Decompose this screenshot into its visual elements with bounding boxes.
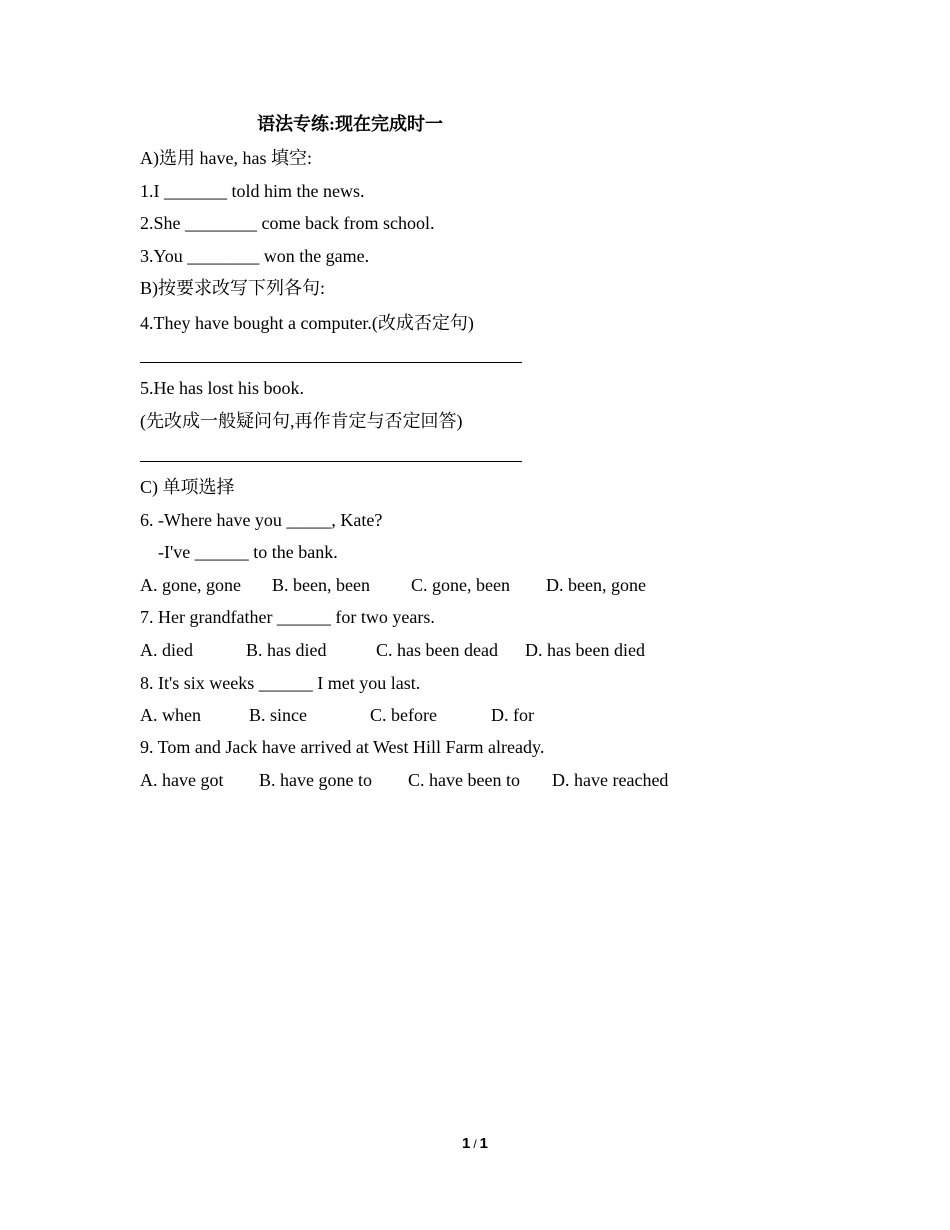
question-4: 4.They have bought a computer.(改成否定句) (140, 313, 474, 333)
question-2: 2.She ________ come back from school. (140, 213, 435, 233)
q9-option-a: A. have got (140, 770, 224, 790)
question-7: 7. Her grandfather ______ for two years. (140, 607, 435, 627)
q9-option-d: D. have reached (552, 770, 669, 790)
q9-option-c: C. have been to (408, 770, 520, 790)
q7-option-a: A. died (140, 640, 193, 660)
q7-option-b: B. has died (246, 640, 327, 660)
page-total: 1 (479, 1135, 489, 1152)
question-5-instruction: (先改成一般疑问句,再作肯定与否定回答) (140, 411, 463, 431)
section-c-heading: C) 单项选择 (140, 477, 235, 497)
page-number (0, 1135, 950, 1152)
question-6: 6. -Where have you _____, Kate? (140, 510, 383, 530)
page-current: 1 (461, 1135, 471, 1152)
q6-option-b: B. been, been (272, 575, 370, 595)
q9-option-b: B. have gone to (259, 770, 372, 790)
question-8: 8. It's six weeks ______ I met you last. (140, 673, 421, 693)
page-separator: / (473, 1137, 477, 1151)
q8-option-a: A. when (140, 705, 201, 725)
question-9: 9. Tom and Jack have arrived at West Hill Farm already. (140, 737, 545, 757)
answer-line-5 (140, 461, 522, 462)
question-5: 5.He has lost his book. (140, 378, 304, 398)
q7-option-c: C. has been dead (376, 640, 498, 660)
q6-option-a: A. gone, gone (140, 575, 241, 595)
q8-option-c: C. before (370, 705, 437, 725)
section-a-heading: A)选用 have, has 填空: (140, 148, 312, 168)
answer-line-4 (140, 362, 522, 363)
question-1: 1.I _______ told him the news. (140, 181, 365, 201)
q6-option-c: C. gone, been (411, 575, 510, 595)
q7-option-d: D. has been died (525, 640, 645, 660)
q6-option-d: D. been, gone (546, 575, 646, 595)
question-3: 3.You ________ won the game. (140, 246, 370, 266)
page-title: 语法专练:现在完成时一 (257, 114, 443, 134)
q8-option-d: D. for (491, 705, 534, 725)
question-6-reply: -I've ______ to the bank. (158, 542, 338, 562)
q8-option-b: B. since (249, 705, 307, 725)
section-b-heading: B)按要求改写下列各句: (140, 278, 326, 298)
